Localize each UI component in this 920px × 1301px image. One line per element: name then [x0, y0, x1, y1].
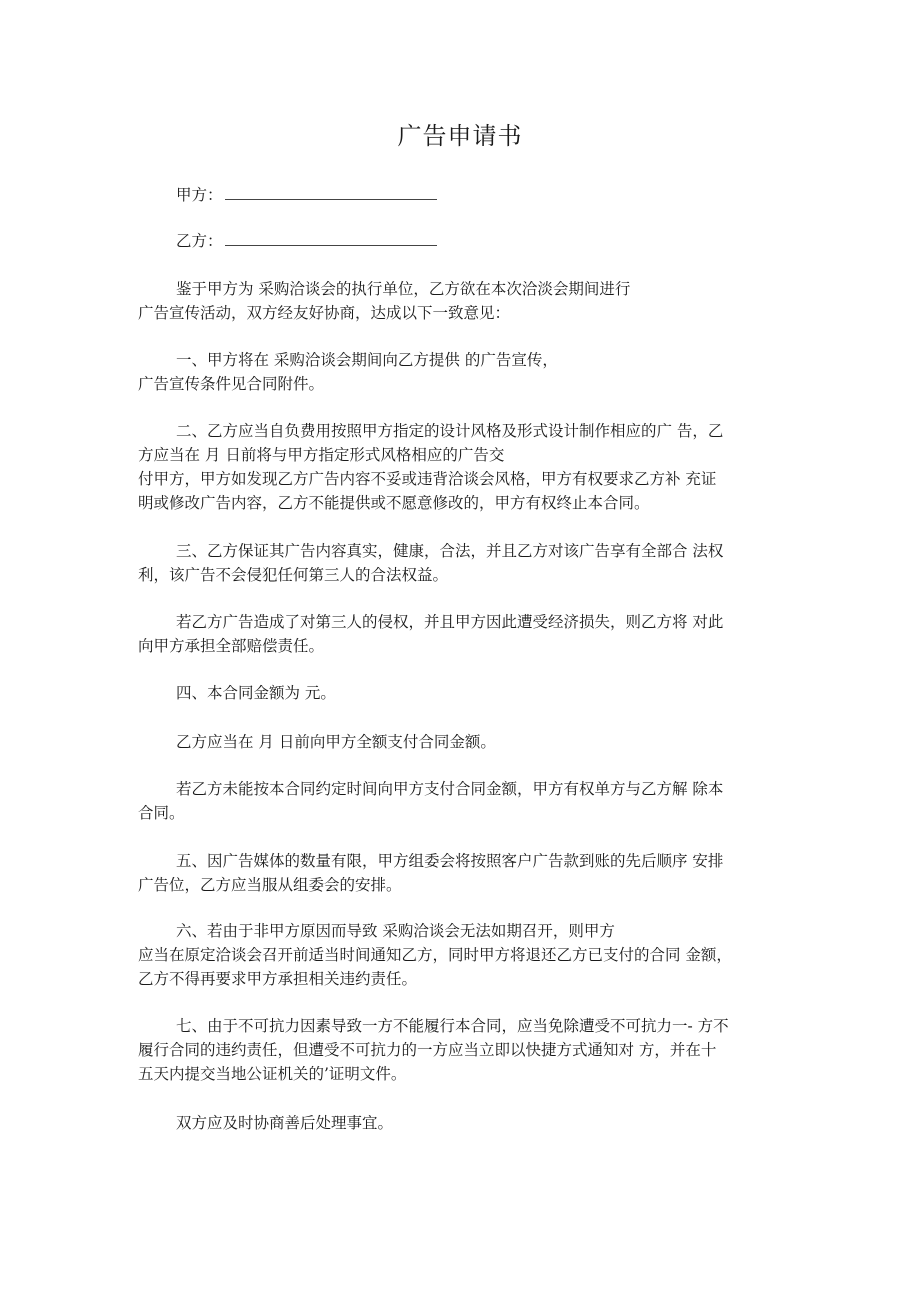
- party-a-blank: [225, 185, 437, 200]
- document-title: 广告申请书: [397, 122, 523, 150]
- paragraph-line: 七、由于不可抗力因素导致一方不能履行本合同，应当免除遭受不可抗力一- 方不: [176, 1017, 729, 1035]
- paragraph-line: 六、若由于非甲方原因而导致 采购洽谈会无法如期召开，则甲方: [176, 922, 615, 940]
- paragraph-line: 付甲方，甲方如发现乙方广告内容不妥或违背洽谈会风格，甲方有权要求乙方补 充证: [138, 470, 717, 488]
- paragraph-line: 广告位，乙方应当服从组委会的安排。: [138, 876, 402, 894]
- paragraph-line: 广告宣传条件见合同附件。: [138, 375, 325, 393]
- paragraph-line: 方应当在 月 日前将与甲方指定形式风格相应的广告交: [138, 446, 505, 464]
- paragraph-line: 乙方应当在 月 日前向甲方全额支付合同金额。: [176, 733, 496, 751]
- party-b-label: 乙方：: [176, 232, 223, 250]
- party-a-label: 甲方：: [176, 186, 223, 204]
- paragraph-line: 应当在原定洽谈会召开前适当时间通知乙方，同时甲方将退还乙方已支付的合同 金额，: [138, 946, 732, 964]
- paragraph-line: 鉴于甲方为 采购洽谈会的执行单位，乙方欲在本次洽淡会期间进行: [176, 280, 631, 298]
- paragraph-line: 向甲方承担全部赔偿责任。: [138, 637, 325, 655]
- paragraph-line: 三、乙方保证其广告内容真实，健康，合法，并且乙方对该广告享有全部合 法权: [176, 542, 724, 560]
- paragraph-line: 广告宣传活动，双方经友好协商，达成以下一致意见：: [138, 304, 511, 322]
- paragraph-line: 二、乙方应当自负费用按照甲方指定的设计风格及形式设计制作相应的广 告，乙: [176, 422, 724, 440]
- paragraph-line: 利，该广告不会侵犯任何第三人的合法权益。: [138, 566, 449, 584]
- party-b-blank: [225, 231, 437, 246]
- paragraph-line: 一、甲方将在 采购洽谈会期间向乙方提供 的广告宣传，: [176, 351, 558, 369]
- paragraph-line: 双方应及时协商善后处理事宜。: [176, 1114, 394, 1132]
- paragraph-line: 五、因广告媒体的数量有限，甲方组委会将按照客户广告款到账的先后顺序 安排: [176, 852, 724, 870]
- paragraph-line: 乙方不得再要求甲方承担相关违约责任。: [138, 970, 418, 988]
- paragraph-line: 合同。: [138, 804, 185, 822]
- paragraph-line: 五天内提交当地公证机关的’证明文件。: [138, 1065, 407, 1083]
- paragraph-line: 明或修改广告内容，乙方不能提供或不愿意修改的，甲方有权终止本合同。: [138, 494, 650, 512]
- paragraph-line: 履行合同的违约责任，但遭受不可抗力的一方应当立即以快捷方式通知对 方，并在十: [138, 1041, 717, 1059]
- party-b-row: [176, 230, 437, 252]
- party-a-row: [176, 184, 437, 206]
- paragraph-line: 若乙方广告造成了对第三人的侵权，并且甲方因此遭受经济损失，则乙方将 对此: [176, 613, 724, 631]
- paragraph-line: 四、本合同金额为 元。: [176, 684, 336, 702]
- paragraph-line: 若乙方未能按本合同约定时间向甲方支付合同金额，甲方有权单方与乙方解 除本: [176, 780, 724, 798]
